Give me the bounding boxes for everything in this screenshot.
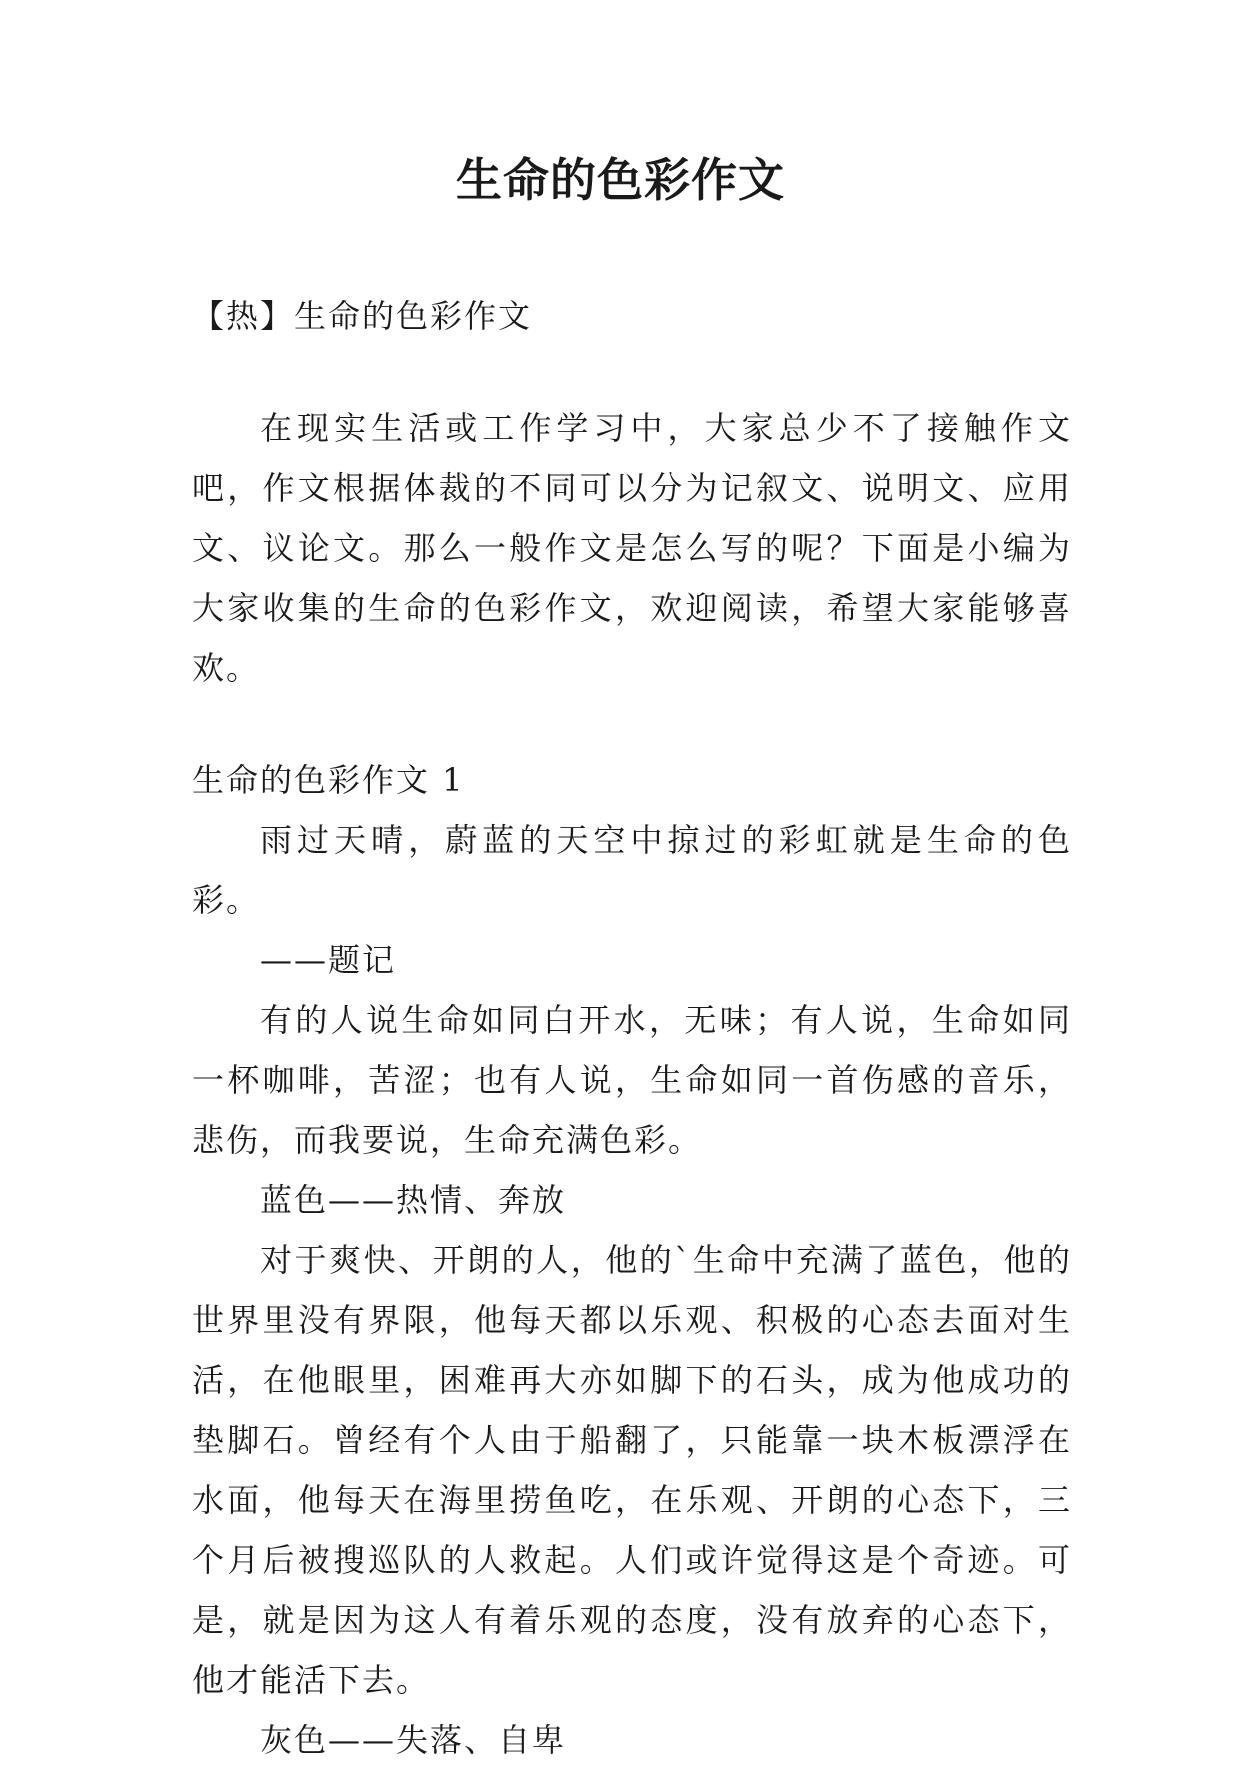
color-heading-gray: 灰色——失落、自卑	[260, 1721, 567, 1759]
document-body	[192, 286, 1072, 1770]
body-paragraph: 有的人说生命如同白开水，无味；有人说，生命如同一杯咖啡，苦涩；也有人说，生命如同一首伤感的音乐，悲伤，而我要说，生命充满色彩。	[192, 1001, 1072, 1159]
color-heading-blue: 蓝色——热情、奔放	[260, 1181, 567, 1219]
epigraph-line: 雨过天晴，蔚蓝的天空中掠过的彩虹就是生命的色彩。	[192, 821, 1072, 919]
document-subtitle: 【热】生命的色彩作文	[192, 297, 533, 335]
document-title: 生命的色彩作文	[456, 153, 785, 207]
section-heading: 生命的色彩作文 1	[192, 761, 465, 799]
epigraph-attribution: ——题记	[260, 941, 397, 979]
intro-paragraph: 在现实生活或工作学习中，大家总少不了接触作文吧，作文根据体裁的不同可以分为记叙文、说明文、应用文、议论文。那么一般作文是怎么写的呢？下面是小编为大家收集的生命的色彩作文，欢迎阅读，希望大家能够喜欢。	[192, 409, 1072, 687]
body-paragraph: 对于爽快、开朗的人，他的`生命中充满了蓝色，他的世界里没有界限，他每天都以乐观、积极的心态去面对生活，在他眼里，困难再大亦如脚下的石头，成为他成功的垫脚石。曾经有个人由于船翻了，只能靠一块木板漂浮在水面，他每天在海里捞鱼吃，在乐观、开朗的心态下，三个月后被搜巡队的人救起。人们或许觉得这是个奇迹。可是，就是因为这人有着乐观的态度，没有放弃的心态下，他才能活下去。	[192, 1241, 1072, 1699]
